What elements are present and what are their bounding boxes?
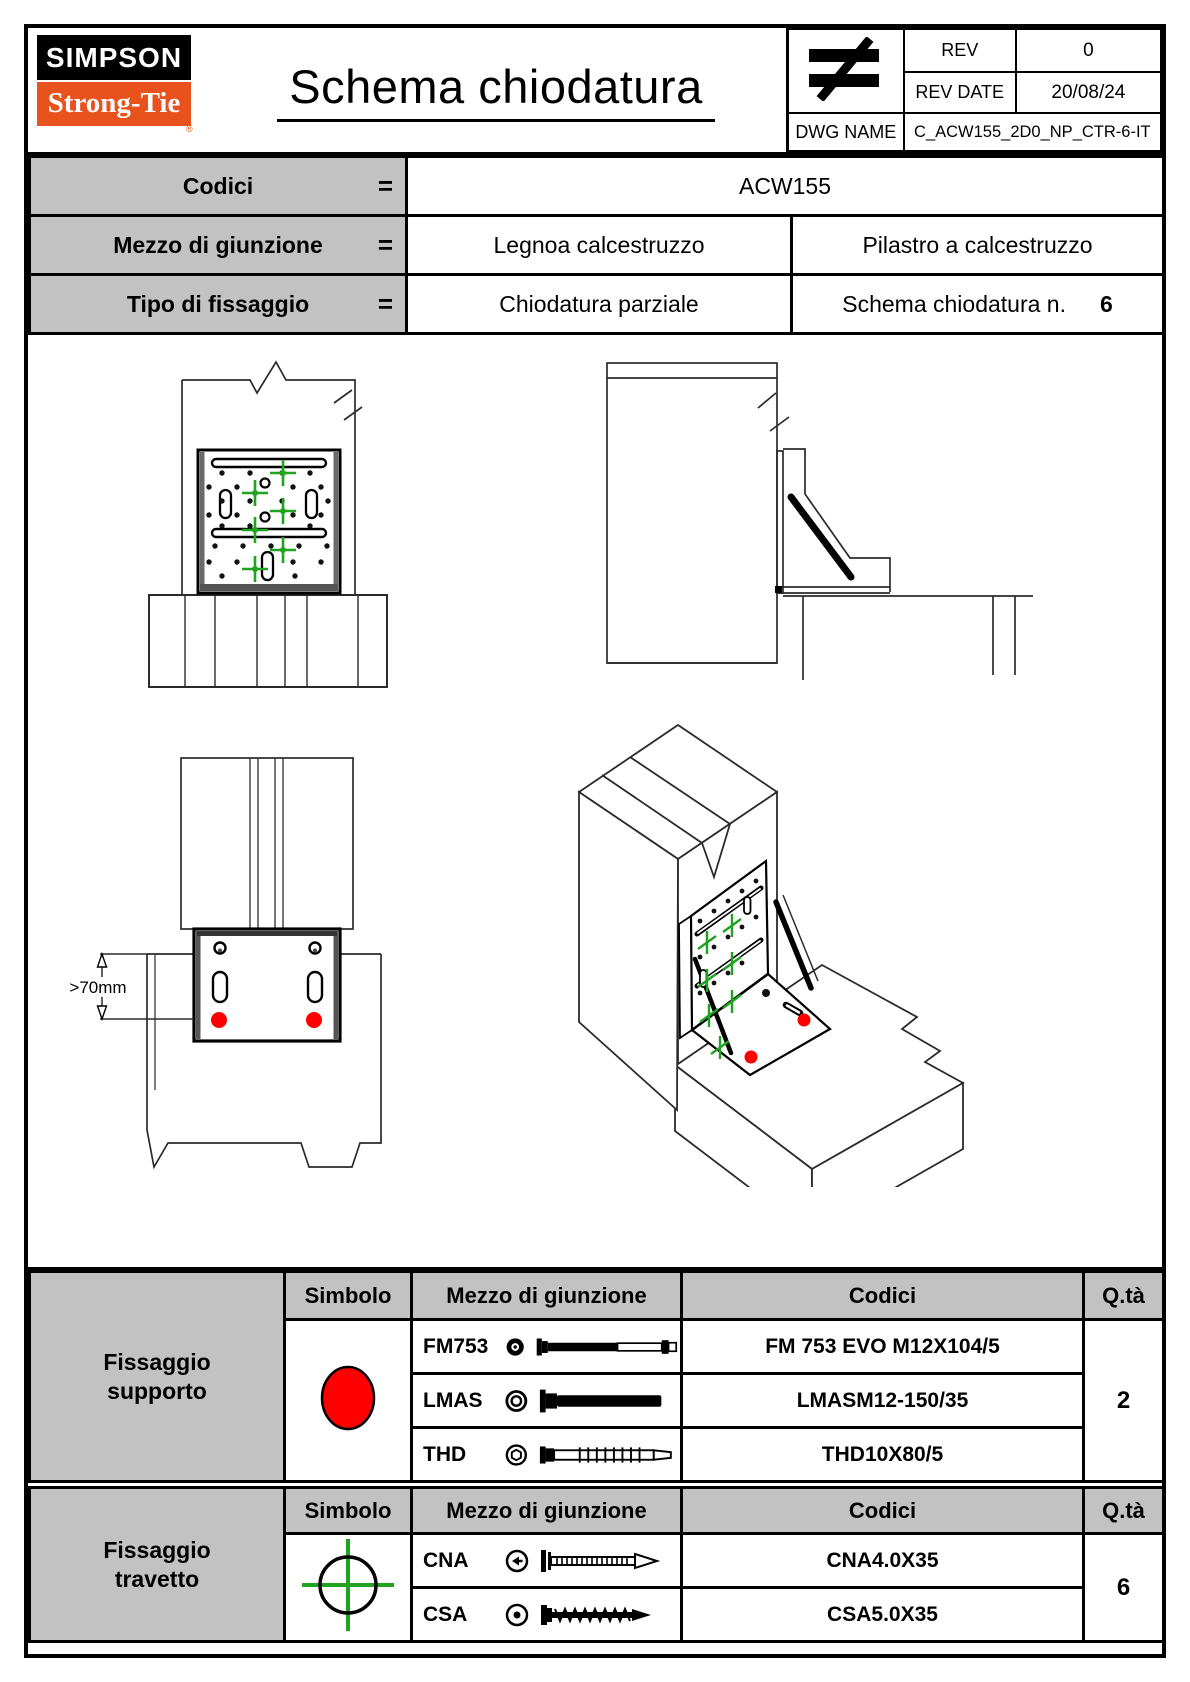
plate-slot xyxy=(262,552,273,580)
plate-slot xyxy=(213,972,227,1002)
lmas-symbol-icon xyxy=(504,1388,529,1414)
col-header-simbolo: Simbolo xyxy=(285,1488,412,1534)
plate-slot xyxy=(306,490,317,518)
fm753-bolt-illustration xyxy=(535,1330,680,1364)
info-value-tipo-2: Schema chiodatura n. 6 xyxy=(792,275,1164,334)
anchor-marker-dot xyxy=(745,1051,758,1064)
equals-sign: = xyxy=(377,170,393,201)
concrete-edges xyxy=(803,596,1015,680)
symbol-green-crosshair xyxy=(285,1534,412,1642)
group-label-fissaggio-supporto: Fissaggio supporto xyxy=(30,1272,285,1482)
drawing-area xyxy=(28,335,1162,1270)
timber-post-outline xyxy=(607,363,777,663)
row-cna: CNA xyxy=(412,1534,682,1588)
right-flange xyxy=(776,902,811,988)
thd-symbol-icon xyxy=(504,1442,529,1468)
fissaggio-travetto-table xyxy=(28,1486,1165,1643)
col-header-codici: Codici xyxy=(682,1488,1084,1534)
anchor-marker-dot xyxy=(306,1012,322,1028)
sheet-frame xyxy=(24,24,1166,1658)
fm753-symbol-icon xyxy=(504,1334,526,1360)
lmas-bolt-illustration xyxy=(538,1384,680,1418)
rev-date-label: REV DATE xyxy=(904,72,1016,113)
info-label-mezzo: Mezzo di giunzione = xyxy=(30,216,407,275)
col-header-mezzo: Mezzo di giunzione xyxy=(412,1272,682,1320)
code-lmas: LMASM12-150/35 xyxy=(682,1374,1084,1428)
col-header-simbolo: Simbolo xyxy=(285,1272,412,1320)
break-mark xyxy=(758,393,789,431)
csa-screw-illustration xyxy=(539,1598,679,1632)
not-equal-icon xyxy=(803,37,889,101)
logo-strongtie: Strong-Tie xyxy=(37,82,191,126)
info-value-tipo-1: Chiodatura parziale xyxy=(407,275,792,334)
info-value-mezzo-2: Pilastro a calcestruzzo xyxy=(792,216,1164,275)
bracket-profile xyxy=(783,449,890,592)
row-thd: THD xyxy=(412,1428,682,1482)
plate-rib xyxy=(212,459,326,467)
row-lmas: LMAS xyxy=(412,1374,682,1428)
group-label-fissaggio-travetto: Fissaggio travetto xyxy=(30,1488,285,1642)
break-mark xyxy=(334,390,362,420)
code-csa: CSA5.0X35 xyxy=(682,1588,1084,1642)
registered-mark: ® xyxy=(186,124,193,134)
col-header-qta: Q.tà xyxy=(1084,1488,1164,1534)
fissaggio-supporto-table xyxy=(28,1270,1165,1483)
thd-screw-illustration xyxy=(538,1438,680,1472)
row-csa: CSA xyxy=(412,1588,682,1642)
not-equal-symbol-cell xyxy=(788,29,904,113)
info-label-codici: Codici = xyxy=(30,157,407,216)
rev-date-value: 20/08/24 xyxy=(1016,72,1161,113)
anchor-marker-dot xyxy=(211,1012,227,1028)
code-thd: THD10X80/5 xyxy=(682,1428,1084,1482)
front-view-drawing xyxy=(130,335,390,690)
equals-sign: = xyxy=(377,288,393,319)
dimension-label: >70mm xyxy=(69,978,127,997)
simpson-strongtie-logo xyxy=(28,28,206,152)
dwg-name-value: C_ACW155_2D0_NP_CTR-6-IT xyxy=(904,113,1161,151)
green-crosshair-icon xyxy=(296,1535,400,1635)
revision-table xyxy=(786,28,1162,152)
title-block xyxy=(28,28,1162,155)
info-table xyxy=(28,155,1165,335)
equals-sign: = xyxy=(377,229,393,260)
logo-simpson: SIMPSON xyxy=(37,35,191,80)
plate-slot xyxy=(308,972,322,1002)
code-fm753: FM 753 EVO M12X104/5 xyxy=(682,1320,1084,1374)
red-dot-icon xyxy=(317,1363,379,1433)
timber-post-outline xyxy=(181,758,353,929)
plan-view-drawing xyxy=(58,685,478,1180)
info-value-codici: ACW155 xyxy=(407,157,1164,216)
plate-slot xyxy=(744,897,751,914)
row-fm753: FM753 xyxy=(412,1320,682,1374)
qty-supporto: 2 xyxy=(1084,1320,1164,1482)
col-header-codici: Codici xyxy=(682,1272,1084,1320)
cna-nail-illustration xyxy=(539,1544,679,1578)
qty-travetto: 6 xyxy=(1084,1534,1164,1642)
bracket-stiffener xyxy=(791,497,851,577)
rev-value: 0 xyxy=(1016,29,1161,72)
dwg-name-label: DWG NAME xyxy=(788,113,904,151)
nailing-plate xyxy=(198,450,340,593)
col-header-qta: Q.tà xyxy=(1084,1272,1164,1320)
plate-rib xyxy=(212,529,326,537)
plate-slot xyxy=(220,490,231,518)
info-value-mezzo-1: Legnoa calcestruzzo xyxy=(407,216,792,275)
code-cna: CNA4.0X35 xyxy=(682,1534,1084,1588)
dimension-70mm xyxy=(64,954,194,1019)
info-label-tipo: Tipo di fissaggio = xyxy=(30,275,407,334)
side-view-drawing xyxy=(555,335,1035,680)
col-header-mezzo: Mezzo di giunzione xyxy=(412,1488,682,1534)
bracket-back-plate xyxy=(777,451,783,593)
page-title-box xyxy=(206,28,786,152)
isometric-view-drawing xyxy=(542,687,1162,1187)
anchor-marker-dot xyxy=(798,1014,811,1027)
page-title: Schema chiodatura xyxy=(277,59,714,122)
rev-label: REV xyxy=(904,29,1016,72)
symbol-red-dot xyxy=(285,1320,412,1482)
cna-symbol-icon xyxy=(504,1548,530,1574)
csa-symbol-icon xyxy=(504,1602,530,1628)
